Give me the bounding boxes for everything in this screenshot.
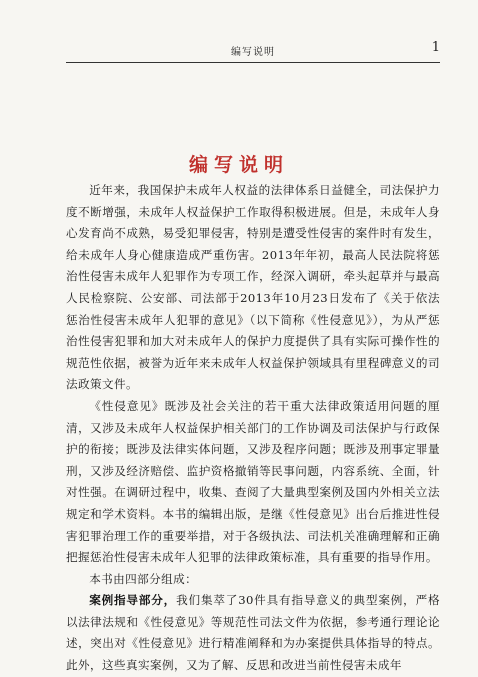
- running-header: [66, 38, 440, 63]
- case-guidance-text: 我们集萃了30件具有指导意义的典型案例，严格以法律法规和《性侵意见》等规范性司法文件为依据，参考通行理论论述，突出对《性侵意见》进行精准阐释和为办案提供具体指导的特点。此外，这些真实案例，又为了解、反思和改进当前性侵害未成年: [66, 593, 440, 673]
- page-number: 1: [431, 40, 440, 55]
- paragraph-intro: 近年来，我国保护未成年人权益的法律体系日益健全，司法保护力度不断增强，未成年人权益保护工作取得积极进展。但是，未成年人身心发育尚不成熟，易受犯罪侵害，特别是遭受性侵害的案件时有发生，给未成年人身心健康造成严重伤害。2013年年初，最高人民法院将惩治性侵害未成年人犯罪作为专项工作，经深入调研，牵头起草并与最高人民检察院、公安部、司法部于2013年10月23日发布了《关于依法惩治性侵害未成年人犯罪的意见》（以下简称《性侵意见》），为从严惩治性侵害犯罪和加大对未成年人的保护力度提供了具有实际可操作性的规范性依据，被誉为近年来未成年人权益保护领域具有里程碑意义的司法政策文件。: [66, 183, 440, 392]
- paragraph-opinions: 《性侵意见》既涉及社会关注的若干重大法律政策适用问题的厘清，又涉及未成年人权益保护相关部门的工作协调及司法保护与行政保护的衔接；既涉及法律实体问题，又涉及程序问题；既涉及刑事定罪量刑，又涉及经济赔偿、监护资格撤销等民事问题，内容系统、全面，针对性强。在调研过程中，收集、查阅了大量典型案例及国内外相关立法规定和学术资料。本书的编辑出版，是继《性侵意见》出台后推进性侵害犯罪治理工作的重要举措，对于各级执法、司法机关准确理解和正确把握惩治性侵害未成年人犯罪的法律政策标准，具有重要的指导作用。: [66, 398, 440, 565]
- running-header-title: 编写说明: [231, 47, 275, 58]
- case-guidance-heading: 案例指导部分，: [89, 593, 177, 608]
- body-text: [66, 180, 440, 677]
- paragraph-structure: 本书由四部分组成：: [89, 571, 198, 586]
- page-title: 编写说明: [188, 154, 289, 176]
- paragraph-case-guidance: [66, 590, 440, 676]
